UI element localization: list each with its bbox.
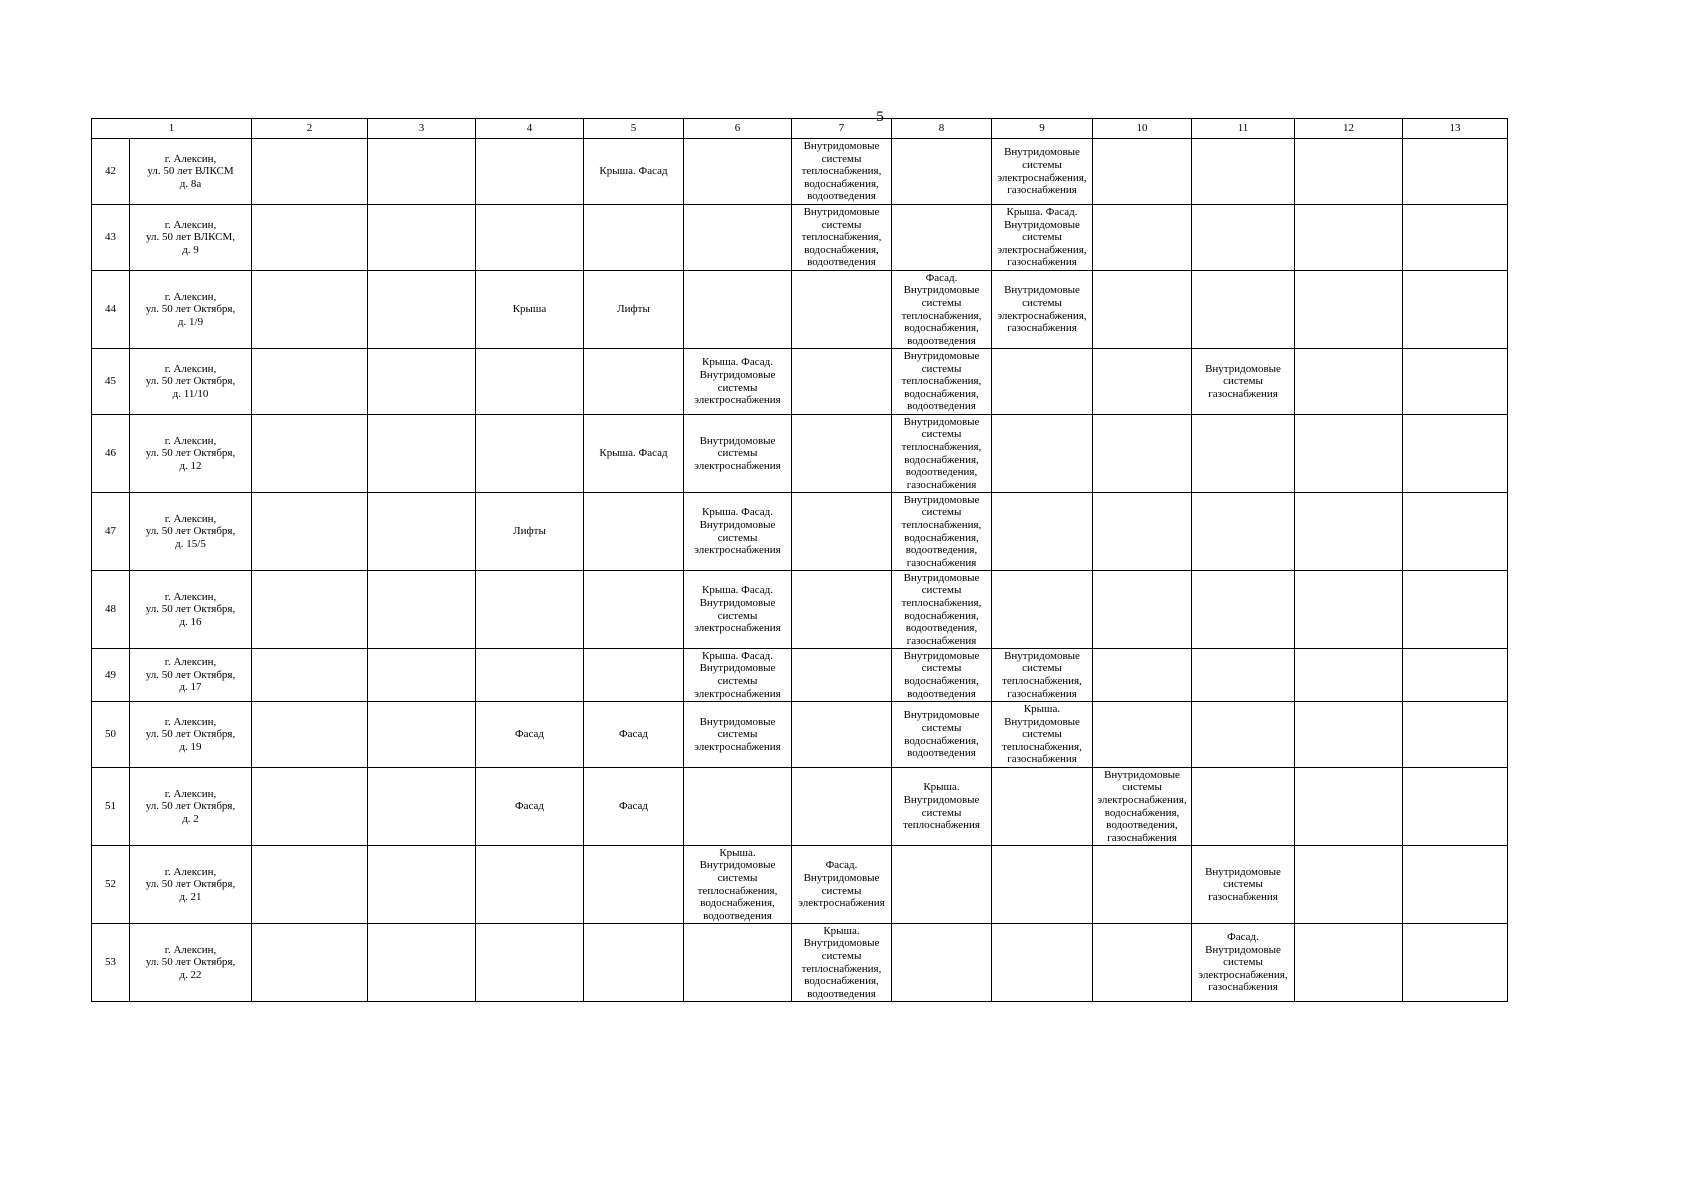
work-cell-col-4: Фасад	[476, 702, 584, 768]
work-cell-col-2	[252, 349, 368, 415]
work-cell-col-10	[1093, 571, 1192, 649]
column-header-13: 13	[1403, 119, 1508, 139]
work-cell-col-9: Крыша. Фасад. Внутридомовые системы электроснабжения, газоснабжения	[992, 205, 1093, 271]
work-cell-col-6	[684, 271, 792, 349]
work-cell-col-12	[1295, 139, 1403, 205]
work-cell-col-5	[584, 649, 684, 702]
work-cell-col-8	[892, 924, 992, 1002]
work-cell-col-3	[368, 271, 476, 349]
work-cell-col-5: Фасад	[584, 702, 684, 768]
work-cell-col-8: Внутридомовые системы теплоснабжения, водоснабжения, водоотведения, газоснабжения	[892, 571, 992, 649]
table-row	[92, 271, 1508, 349]
row-number-cell: 48	[92, 571, 130, 649]
work-cell-col-6: Крыша. Фасад. Внутридомовые системы электроснабжения	[684, 493, 792, 571]
work-cell-col-8: Фасад. Внутридомовые системы теплоснабжения, водоснабжения, водоотведения	[892, 271, 992, 349]
work-cell-col-4	[476, 649, 584, 702]
row-number-cell: 42	[92, 139, 130, 205]
work-cell-col-4	[476, 205, 584, 271]
table-row	[92, 649, 1508, 702]
work-cell-col-9: Внутридомовые системы теплоснабжения, газоснабжения	[992, 649, 1093, 702]
work-cell-col-11	[1192, 139, 1295, 205]
work-cell-col-7	[792, 415, 892, 493]
work-cell-col-8	[892, 846, 992, 924]
work-cell-col-3	[368, 349, 476, 415]
work-cell-col-3	[368, 205, 476, 271]
work-cell-col-2	[252, 493, 368, 571]
table-row	[92, 493, 1508, 571]
address-cell: г. Алексин, ул. 50 лет Октября, д. 19	[130, 702, 252, 768]
address-cell: г. Алексин, ул. 50 лет Октября, д. 16	[130, 571, 252, 649]
address-cell: г. Алексин, ул. 50 лет ВЛКСМ д. 8а	[130, 139, 252, 205]
column-header-7: 7	[792, 119, 892, 139]
work-cell-col-4	[476, 139, 584, 205]
column-header-8: 8	[892, 119, 992, 139]
work-cell-col-5	[584, 571, 684, 649]
row-number-cell: 52	[92, 846, 130, 924]
work-cell-col-12	[1295, 349, 1403, 415]
work-cell-col-8: Крыша. Внутридомовые системы теплоснабжения	[892, 768, 992, 846]
work-cell-col-7	[792, 271, 892, 349]
address-cell: г. Алексин, ул. 50 лет Октября, д. 15/5	[130, 493, 252, 571]
work-cell-col-7	[792, 493, 892, 571]
work-cell-col-6	[684, 205, 792, 271]
column-header-1: 1	[92, 119, 252, 139]
row-number-cell: 43	[92, 205, 130, 271]
work-cell-col-10	[1093, 349, 1192, 415]
address-cell: г. Алексин, ул. 50 лет Октября, д. 17	[130, 649, 252, 702]
work-cell-col-7	[792, 349, 892, 415]
work-cell-col-8: Внутридомовые системы теплоснабжения, водоснабжения, водоотведения	[892, 349, 992, 415]
address-cell: г. Алексин, ул. 50 лет ВЛКСМ, д. 9	[130, 205, 252, 271]
work-cell-col-12	[1295, 846, 1403, 924]
column-header-4: 4	[476, 119, 584, 139]
work-cell-col-7: Фасад. Внутридомовые системы электроснабжения	[792, 846, 892, 924]
work-cell-col-8	[892, 139, 992, 205]
work-cell-col-7: Внутридомовые системы теплоснабжения, водоснабжения, водоотведения	[792, 205, 892, 271]
work-cell-col-10	[1093, 415, 1192, 493]
work-cell-col-10	[1093, 702, 1192, 768]
page-number: 5	[876, 109, 884, 125]
work-cell-col-13	[1403, 649, 1508, 702]
table-row	[92, 702, 1508, 768]
work-cell-col-3	[368, 702, 476, 768]
address-cell: г. Алексин, ул. 50 лет Октября, д. 22	[130, 924, 252, 1002]
work-cell-col-9	[992, 415, 1093, 493]
work-cell-col-3	[368, 924, 476, 1002]
work-cell-col-13	[1403, 139, 1508, 205]
table-row	[92, 846, 1508, 924]
row-number-cell: 44	[92, 271, 130, 349]
work-cell-col-10	[1093, 139, 1192, 205]
work-cell-col-10	[1093, 649, 1192, 702]
work-cell-col-4: Фасад	[476, 768, 584, 846]
work-cell-col-9: Внутридомовые системы электроснабжения, газоснабжения	[992, 271, 1093, 349]
work-cell-col-12	[1295, 768, 1403, 846]
work-cell-col-10: Внутридомовые системы электроснабжения, водоснабжения, водоотведения, газоснабжения	[1093, 768, 1192, 846]
work-cell-col-4	[476, 924, 584, 1002]
work-cell-col-9: Внутридомовые системы электроснабжения, газоснабжения	[992, 139, 1093, 205]
work-cell-col-5: Крыша. Фасад	[584, 415, 684, 493]
work-cell-col-13	[1403, 846, 1508, 924]
column-header-10: 10	[1093, 119, 1192, 139]
column-header-3: 3	[368, 119, 476, 139]
work-cell-col-2	[252, 768, 368, 846]
work-cell-col-2	[252, 415, 368, 493]
work-cell-col-12	[1295, 415, 1403, 493]
row-number-cell: 47	[92, 493, 130, 571]
repair-schedule-table	[91, 118, 1508, 1002]
address-cell: г. Алексин, ул. 50 лет Октября, д. 1/9	[130, 271, 252, 349]
work-cell-col-12	[1295, 702, 1403, 768]
work-cell-col-5: Фасад	[584, 768, 684, 846]
work-cell-col-2	[252, 702, 368, 768]
work-cell-col-6: Крыша. Фасад. Внутридомовые системы электроснабжения	[684, 571, 792, 649]
work-cell-col-10	[1093, 205, 1192, 271]
work-cell-col-11: Внутридомовые системы газоснабжения	[1192, 846, 1295, 924]
work-cell-col-2	[252, 846, 368, 924]
work-cell-col-2	[252, 924, 368, 1002]
work-cell-col-6: Крыша. Внутридомовые системы теплоснабжения, водоснабжения, водоотведения	[684, 846, 792, 924]
address-cell: г. Алексин, ул. 50 лет Октября, д. 12	[130, 415, 252, 493]
work-cell-col-13	[1403, 571, 1508, 649]
work-cell-col-9	[992, 924, 1093, 1002]
table-row	[92, 768, 1508, 846]
work-cell-col-5	[584, 493, 684, 571]
work-cell-col-8: Внутридомовые системы водоснабжения, водоотведения	[892, 702, 992, 768]
work-cell-col-9	[992, 349, 1093, 415]
work-cell-col-7	[792, 768, 892, 846]
work-cell-col-4	[476, 846, 584, 924]
work-cell-col-3	[368, 493, 476, 571]
work-cell-col-10	[1093, 271, 1192, 349]
column-header-5: 5	[584, 119, 684, 139]
table-row	[92, 924, 1508, 1002]
address-cell: г. Алексин, ул. 50 лет Октября, д. 11/10	[130, 349, 252, 415]
work-cell-col-2	[252, 139, 368, 205]
work-cell-col-9	[992, 768, 1093, 846]
work-cell-col-4: Лифты	[476, 493, 584, 571]
column-header-6: 6	[684, 119, 792, 139]
table-row	[92, 139, 1508, 205]
row-number-cell: 53	[92, 924, 130, 1002]
work-cell-col-7: Внутридомовые системы теплоснабжения, водоснабжения, водоотведения	[792, 139, 892, 205]
work-cell-col-12	[1295, 649, 1403, 702]
work-cell-col-6: Внутридомовые системы электроснабжения	[684, 702, 792, 768]
work-cell-col-11: Внутридомовые системы газоснабжения	[1192, 349, 1295, 415]
work-cell-col-7	[792, 649, 892, 702]
work-cell-col-2	[252, 205, 368, 271]
work-cell-col-11: Фасад. Внутридомовые системы электроснабжения, газоснабжения	[1192, 924, 1295, 1002]
table-row	[92, 415, 1508, 493]
work-cell-col-8: Внутридомовые системы теплоснабжения, водоснабжения, водоотведения, газоснабжения	[892, 493, 992, 571]
work-cell-col-6: Крыша. Фасад. Внутридомовые системы электроснабжения	[684, 649, 792, 702]
work-cell-col-9	[992, 493, 1093, 571]
work-cell-col-11	[1192, 768, 1295, 846]
work-cell-col-7	[792, 702, 892, 768]
work-cell-col-5	[584, 349, 684, 415]
row-number-cell: 49	[92, 649, 130, 702]
row-number-cell: 51	[92, 768, 130, 846]
work-cell-col-11	[1192, 415, 1295, 493]
work-cell-col-10	[1093, 493, 1192, 571]
table-row	[92, 205, 1508, 271]
work-cell-col-4	[476, 571, 584, 649]
work-cell-col-7	[792, 571, 892, 649]
work-cell-col-11	[1192, 271, 1295, 349]
work-cell-col-13	[1403, 702, 1508, 768]
work-cell-col-5: Лифты	[584, 271, 684, 349]
work-cell-col-3	[368, 415, 476, 493]
column-header-12: 12	[1295, 119, 1403, 139]
table-row	[92, 349, 1508, 415]
work-cell-col-5	[584, 205, 684, 271]
work-cell-col-3	[368, 571, 476, 649]
work-cell-col-6	[684, 924, 792, 1002]
work-cell-col-7: Крыша. Внутридомовые системы теплоснабжения, водоснабжения, водоотведения	[792, 924, 892, 1002]
work-cell-col-12	[1295, 493, 1403, 571]
work-cell-col-6: Крыша. Фасад. Внутридомовые системы электроснабжения	[684, 349, 792, 415]
work-cell-col-13	[1403, 768, 1508, 846]
work-cell-col-10	[1093, 846, 1192, 924]
work-cell-col-2	[252, 571, 368, 649]
work-cell-col-3	[368, 139, 476, 205]
work-cell-col-9	[992, 571, 1093, 649]
work-cell-col-6: Внутридомовые системы электроснабжения	[684, 415, 792, 493]
work-cell-col-13	[1403, 924, 1508, 1002]
work-cell-col-11	[1192, 571, 1295, 649]
work-cell-col-5	[584, 846, 684, 924]
work-cell-col-3	[368, 846, 476, 924]
work-cell-col-9: Крыша. Внутридомовые системы теплоснабжения, газоснабжения	[992, 702, 1093, 768]
work-cell-col-10	[1093, 924, 1192, 1002]
row-number-cell: 45	[92, 349, 130, 415]
row-number-cell: 46	[92, 415, 130, 493]
table-row	[92, 571, 1508, 649]
column-number-header-row	[92, 119, 1508, 139]
work-cell-col-8: Внутридомовые системы водоснабжения, водоотведения	[892, 649, 992, 702]
work-cell-col-11	[1192, 649, 1295, 702]
work-cell-col-13	[1403, 415, 1508, 493]
work-cell-col-13	[1403, 205, 1508, 271]
work-cell-col-13	[1403, 271, 1508, 349]
work-cell-col-3	[368, 768, 476, 846]
work-cell-col-13	[1403, 349, 1508, 415]
work-cell-col-11	[1192, 702, 1295, 768]
work-cell-col-11	[1192, 205, 1295, 271]
work-cell-col-8: Внутридомовые системы теплоснабжения, водоснабжения, водоотведения, газоснабжения	[892, 415, 992, 493]
work-cell-col-12	[1295, 924, 1403, 1002]
work-cell-col-6	[684, 139, 792, 205]
work-cell-col-8	[892, 205, 992, 271]
work-cell-col-5	[584, 924, 684, 1002]
column-header-11: 11	[1192, 119, 1295, 139]
work-cell-col-12	[1295, 571, 1403, 649]
work-cell-col-4	[476, 349, 584, 415]
address-cell: г. Алексин, ул. 50 лет Октября, д. 21	[130, 846, 252, 924]
work-cell-col-11	[1192, 493, 1295, 571]
table-body	[92, 139, 1508, 1002]
work-cell-col-5: Крыша. Фасад	[584, 139, 684, 205]
address-cell: г. Алексин, ул. 50 лет Октября, д. 2	[130, 768, 252, 846]
column-header-9: 9	[992, 119, 1093, 139]
work-cell-col-2	[252, 271, 368, 349]
work-cell-col-4	[476, 415, 584, 493]
work-cell-col-13	[1403, 493, 1508, 571]
work-cell-col-9	[992, 846, 1093, 924]
work-cell-col-12	[1295, 271, 1403, 349]
work-cell-col-6	[684, 768, 792, 846]
row-number-cell: 50	[92, 702, 130, 768]
work-cell-col-3	[368, 649, 476, 702]
work-cell-col-2	[252, 649, 368, 702]
work-cell-col-12	[1295, 205, 1403, 271]
column-header-2: 2	[252, 119, 368, 139]
work-cell-col-4: Крыша	[476, 271, 584, 349]
